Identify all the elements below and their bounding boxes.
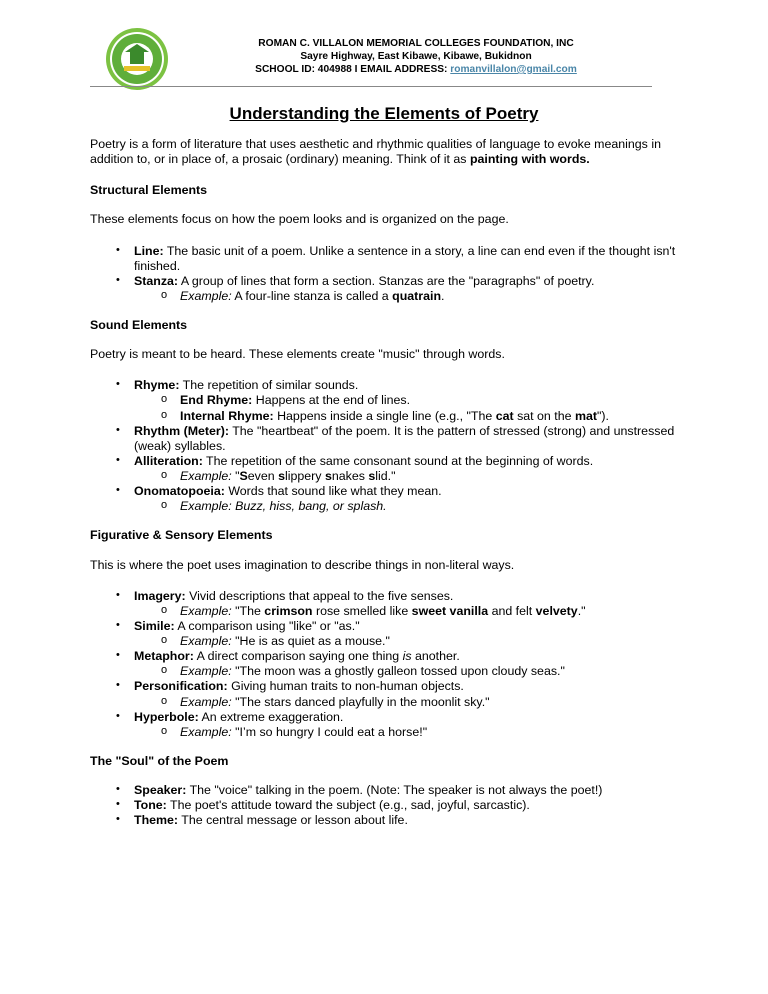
list-item: • Rhyme: The repetition of similar sounds. o End Rhyme: Happens at the end of lines. o Internal Rhyme: Happens inside a single line (e.g., "The cat sat on the mat"). — [134, 378, 678, 423]
sub-list — [134, 604, 678, 619]
sub-list-item: o Example: "The stars danced playfully in the moonlit sky." — [180, 695, 678, 710]
figurative-list — [90, 589, 678, 740]
header-divider — [90, 86, 652, 87]
page-title: Understanding the Elements of Poetry — [229, 104, 539, 123]
section-heading-sound: Sound Elements — [90, 318, 188, 332]
list-item: • Simile: A comparison using "like" or "as." o Example: "He is as quiet as a mouse." — [134, 619, 678, 649]
section-desc-sound: Poetry is meant to be heard. These elements create "music" through words. — [90, 347, 505, 362]
sub-list-item: o Example: "The moon was a ghostly galleon tossed upon cloudy seas." — [180, 664, 678, 679]
section-desc-figurative: This is where the poet uses imagination to describe things in non-literal ways. — [90, 557, 515, 572]
sub-list — [134, 289, 678, 304]
list-item: • Imagery: Vivid descriptions that appeal to the five senses. o Example: "The crimson rose smelled like sweet vanilla and felt velvety." — [134, 589, 678, 619]
sub-list — [134, 695, 678, 710]
sub-list-item: o Example: Buzz, hiss, bang, or splash. — [180, 499, 678, 514]
sub-list-item: o Example: A four-line stanza is called a quatrain. — [180, 289, 678, 304]
list-item: • Line: The basic unit of a poem. Unlike a sentence in a story, a line can end even if the thought isn't finished. — [134, 244, 678, 274]
sub-list — [134, 469, 678, 484]
org-name: ROMAN C. VILLALON MEMORIAL COLLEGES FOUNDATION, INC — [258, 38, 574, 49]
list-item: • Onomatopoeia: Words that sound like what they mean. o Example: Buzz, hiss, bang, or splash. — [134, 484, 678, 514]
list-item: • Personification: Giving human traits to non-human objects. o Example: "The stars danced playfully in the moonlit sky." — [134, 679, 678, 709]
sub-list-item: o Internal Rhyme: Happens inside a single line (e.g., "The cat sat on the mat"). — [180, 409, 678, 424]
document-body — [90, 137, 678, 842]
list-item: • Stanza: A group of lines that form a section. Stanzas are the "paragraphs" of poetry. o Example: A four-line stanza is called a quatrain. — [134, 274, 678, 304]
letterhead — [90, 28, 652, 86]
section-heading-structural: Structural Elements — [90, 183, 208, 198]
sub-list — [134, 634, 678, 649]
list-item: • Speaker: The "voice" talking in the poem. (Note: The speaker is not always the poet!) — [134, 783, 678, 798]
org-contact: SCHOOL ID: 404988 I EMAIL ADDRESS: romanvillalon@gmail.com — [255, 63, 577, 75]
sub-list-item: o Example: "Seven slippery snakes slid." — [180, 469, 678, 484]
sub-list-item: o Example: "He is as quiet as a mouse." — [180, 634, 678, 649]
email-link[interactable]: romanvillalon@gmail.com — [450, 63, 577, 75]
list-item: • Tone: The poet's attitude toward the subject (e.g., sad, joyful, sarcastic). — [134, 798, 678, 813]
sub-list-item: o Example: "The crimson rose smelled like sweet vanilla and felt velvety." — [180, 604, 678, 619]
soul-list — [90, 783, 678, 828]
sub-list-item: o End Rhyme: Happens at the end of lines. — [180, 393, 678, 408]
sub-list — [134, 393, 678, 423]
list-item: • Alliteration: The repetition of the same consonant sound at the beginning of words. o Example: "Seven slippery snakes slid." — [134, 454, 678, 484]
intro-paragraph: Poetry is a form of literature that uses aesthetic and rhythmic qualities of language to evoke meanings in addition to, or in place of, a prosaic (ordinary) meaning. Think of it as painting with words. — [90, 137, 661, 167]
sub-list — [134, 499, 678, 514]
sub-list — [134, 725, 678, 740]
sound-list — [90, 378, 678, 514]
section-heading-soul: The "Soul" of the Poem — [90, 753, 229, 768]
section-desc-structural: These elements focus on how the poem looks and is organized on the page. — [90, 212, 509, 227]
sub-list — [134, 664, 678, 679]
letterhead-text — [90, 38, 652, 77]
sub-list-item: o Example: "I’m so hungry I could eat a horse!" — [180, 725, 678, 740]
list-item: • Theme: The central message or lesson about life. — [134, 813, 678, 828]
list-item: • Rhythm (Meter): The "heartbeat" of the poem. It is the pattern of stressed (strong) and unstressed (weak) syllables. — [134, 424, 678, 454]
structural-list — [90, 244, 678, 305]
section-heading-figurative: Figurative & Sensory Elements — [90, 528, 273, 543]
list-item: • Hyperbole: An extreme exaggeration. o Example: "I’m so hungry I could eat a horse!" — [134, 710, 678, 740]
list-item: • Metaphor: A direct comparison saying one thing is another. o Example: "The moon was a ghostly galleon tossed upon cloudy seas." — [134, 649, 678, 679]
org-address: Sayre Highway, East Kibawe, Kibawe, Bukidnon — [300, 50, 532, 62]
